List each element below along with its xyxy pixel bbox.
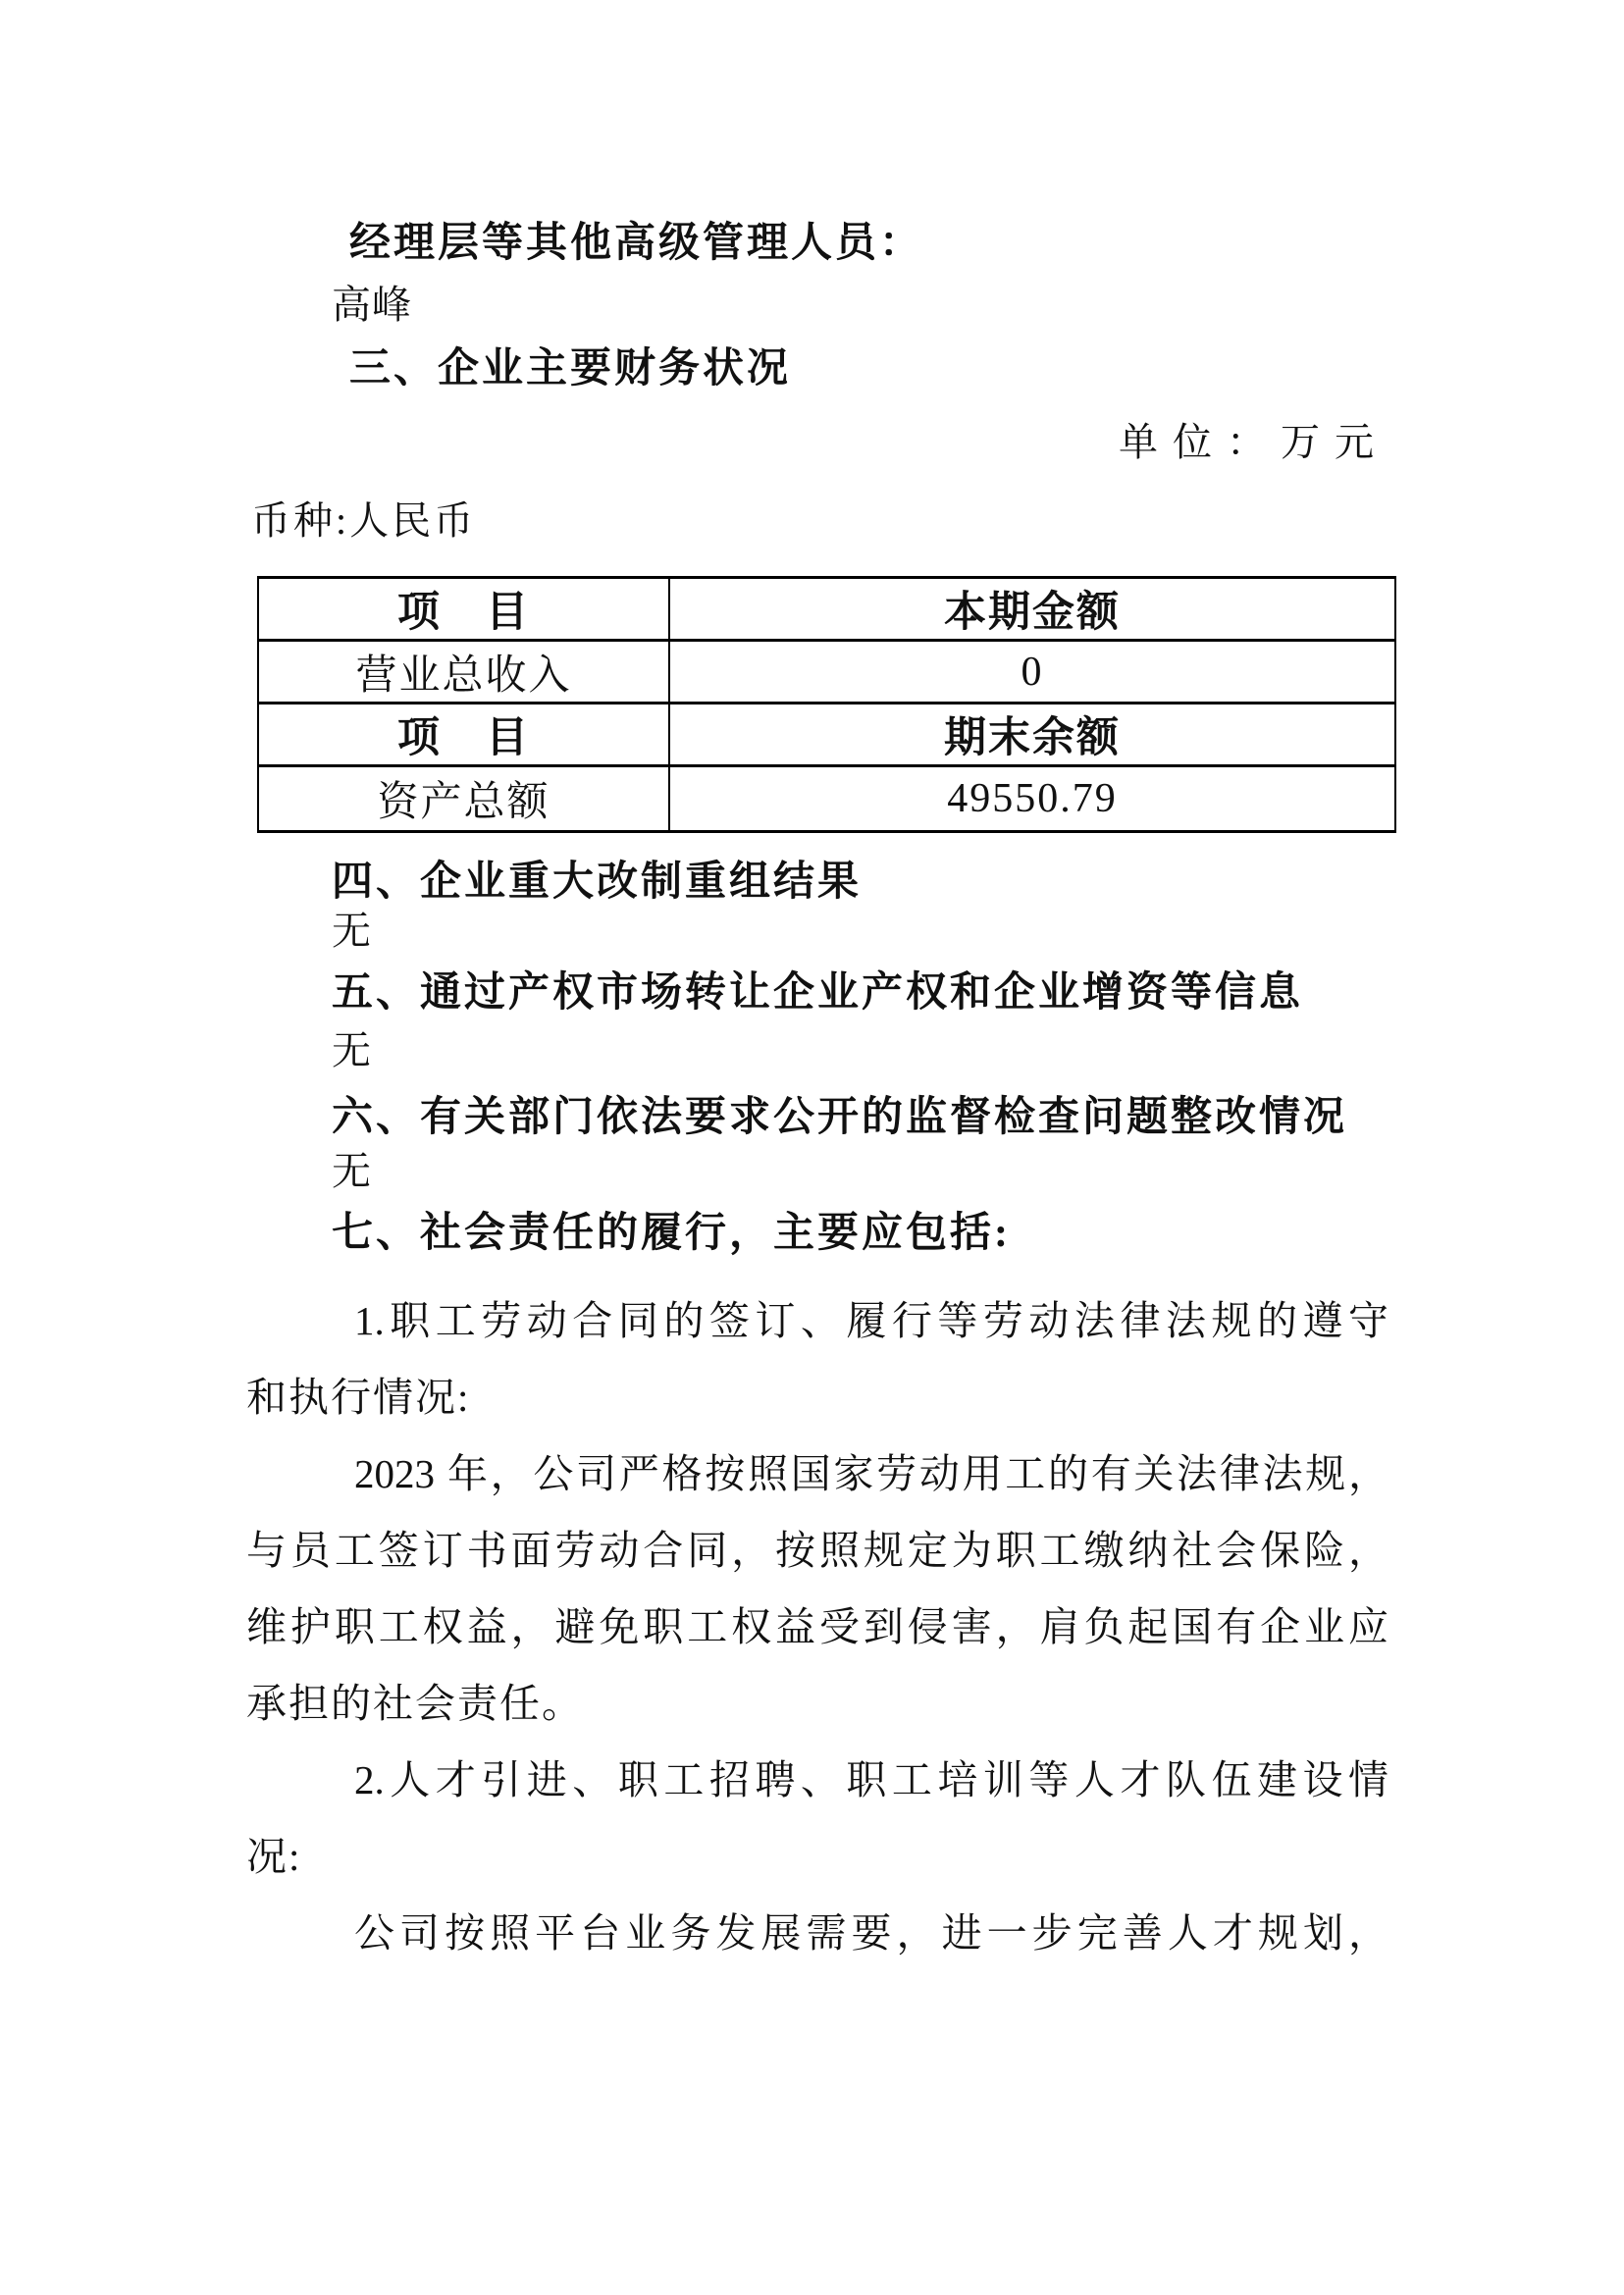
body-line-1: 1.职工劳动合同的签订、履行等劳动法律法规的遵守 — [354, 1298, 1388, 1343]
section5-content: 无 — [332, 1028, 372, 1072]
section7-title: 七、社会责任的履行，主要应包括: — [332, 1211, 1011, 1256]
section3-title: 三、企业主要财务状况 — [349, 346, 792, 391]
table-header-current-amount: 本期金额 — [670, 579, 1394, 642]
manager-name: 高峰 — [332, 283, 412, 327]
body-line-9: 公司按照平台业务发展需要，进一步完善人才规划， — [354, 1910, 1388, 1956]
table-header-item-label: 项 目 — [259, 579, 670, 642]
finance-table — [257, 576, 1396, 833]
unit-note: 单位：万元 — [1119, 420, 1388, 464]
table-header-item-label-2: 项 目 — [259, 704, 670, 767]
body-line-8: 况: — [246, 1834, 302, 1879]
body-line-7: 2.人才引进、职工招聘、职工培训等人才队伍建设情 — [354, 1757, 1388, 1802]
body-line-5: 维护职工权益，避免职工权益受到侵害，肩负起国有企业应 — [246, 1604, 1388, 1649]
table-cell-assets-value: 49550.79 — [947, 776, 1118, 821]
body-line-6: 承担的社会责任。 — [246, 1681, 584, 1726]
body-line-3: 2023 年，公司严格按照国家劳动用工的有关法律法规， — [354, 1451, 1388, 1496]
table-cell-revenue-value: 0 — [670, 642, 1394, 704]
table-cell-assets-label: 资产总额 — [259, 767, 670, 830]
body-line-4: 与员工签订书面劳动合同，按照规定为职工缴纳社会保险， — [246, 1528, 1388, 1573]
managers-heading: 经理层等其他高级管理人员： — [349, 221, 924, 266]
body-line-2: 和执行情况: — [246, 1375, 471, 1420]
section5-title: 五、通过产权市场转让企业产权和企业增资等信息 — [332, 970, 1304, 1016]
section6-title: 六、有关部门依法要求公开的监督检查问题整改情况 — [332, 1095, 1348, 1140]
currency-note: 币种:人民币 — [251, 498, 477, 543]
table-cell-revenue-label: 营业总收入 — [259, 642, 670, 704]
section6-content: 无 — [332, 1149, 372, 1193]
table-header-ending-balance: 期末余额 — [670, 704, 1394, 767]
section4-title: 四、企业重大改制重组结果 — [332, 860, 863, 905]
section4-content: 无 — [332, 909, 372, 953]
